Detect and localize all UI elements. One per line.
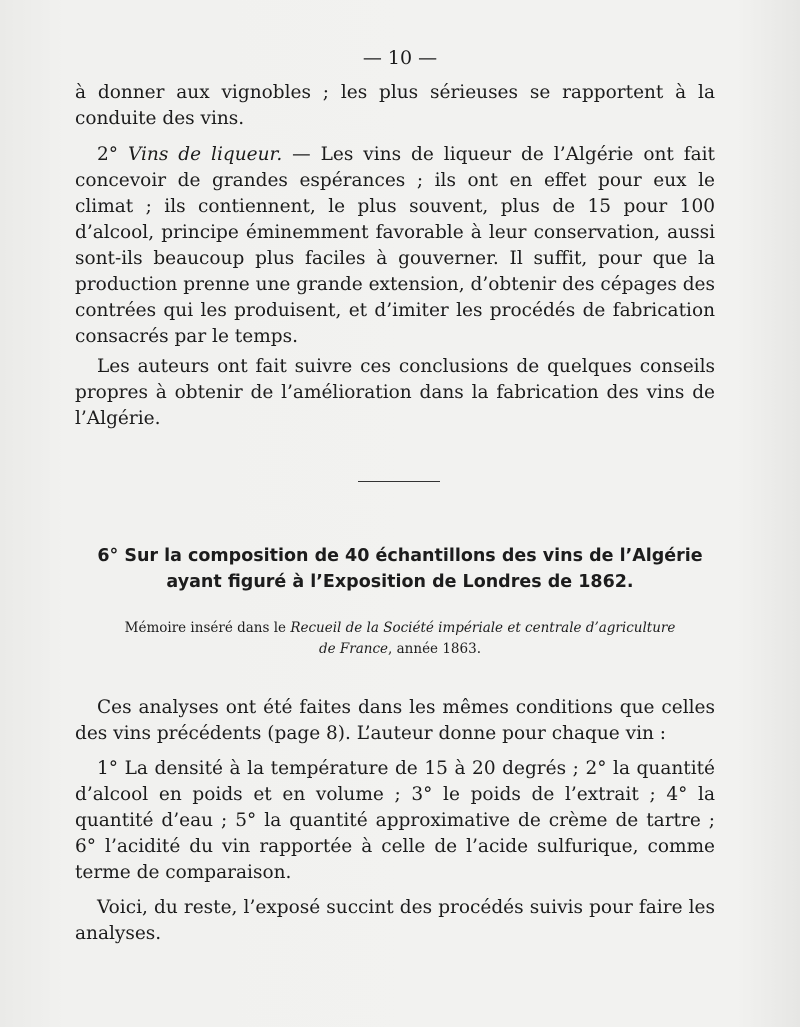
final-paragraph: Voici, du reste, l’exposé succint des procédés suivis pour faire les analyses. bbox=[75, 897, 715, 944]
memoir-suffix: , année 1863. bbox=[388, 641, 481, 657]
intro-paragraph: à donner aux vignobles ; les plus sérieuses se rapportent à la conduite des vins. bbox=[75, 82, 715, 129]
memoir-prefix: Mémoire inséré dans le bbox=[124, 620, 291, 636]
memoir-note bbox=[100, 618, 700, 660]
section-title-line2: ayant figuré à l’Exposition de Londres de 1862. bbox=[166, 572, 634, 592]
analyses-paragraph: Ces analyses ont été faites dans les mêmes conditions que celles des vins précédents (page 8). L’auteur donne pour chaque vin : bbox=[75, 697, 715, 744]
memoir-journal-line2: de France bbox=[319, 641, 389, 657]
liqueur-text: — Les vins de liqueur de l’Algérie ont fait concevoir de grandes espérances ; ils ont en effet pour eux le climat ; ils contiennent, le plus souvent, plus de 15 pour 100 d’alcool, principe éminemment favorable à leur conservation, aussi sont-ils beaucoup plus faciles à gouverner. Il suffit, pour que la production prenne une grande extension, d’obtenir des cépages des contrées qui les produisent, et d’imiter les procédés de fabrication consacrés par le temps. bbox=[75, 144, 715, 347]
memoir-line2 bbox=[100, 639, 700, 660]
authors-paragraph: Les auteurs ont fait suivre ces conclusions de quelques conseils propres à obtenir de l’amélioration dans la fabrication des vins de l’Algérie. bbox=[75, 356, 715, 429]
section-divider bbox=[358, 481, 440, 482]
liqueur-label: 2° bbox=[97, 144, 128, 165]
section-title bbox=[60, 543, 740, 595]
memoir-line1 bbox=[100, 618, 700, 639]
section-title-line1: 6° Sur la composition de 40 échantillons des vins de l’Algérie bbox=[97, 546, 703, 566]
top-text-block bbox=[75, 80, 715, 432]
page-number: — 10 — bbox=[362, 47, 438, 69]
liqueur-title: Vins de liqueur. bbox=[127, 144, 283, 165]
list-paragraph: 1° La densité à la température de 15 à 20 degrés ; 2° la quantité d’alcool en poids et en volume ; 3° le poids de l’extrait ; 4° la quantité d’eau ; 5° la quantité approximative de crème de tartre ; 6° l’acidité du vin rapportée à celle de l’acide sulfurique, comme terme de comparaison. bbox=[75, 758, 715, 883]
liqueur-paragraph bbox=[75, 142, 715, 350]
memoir-journal: Recueil de la Société impériale et centrale d’agriculture bbox=[290, 620, 676, 636]
bottom-text-block bbox=[75, 695, 715, 947]
